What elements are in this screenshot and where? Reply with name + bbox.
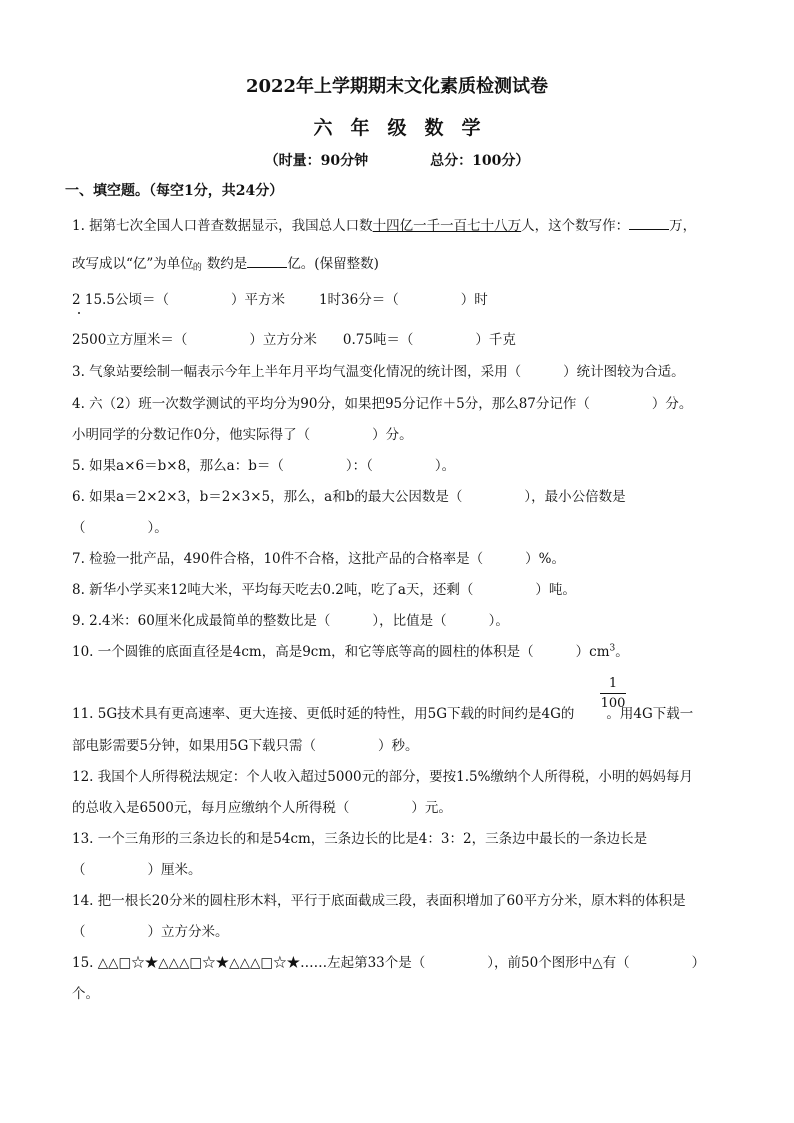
question-4-line-2: [72, 423, 413, 443]
q2-text-g: 0.75吨＝（: [342, 332, 414, 348]
answer-blank[interactable]: [629, 217, 669, 230]
q12-text-b: 的总收入是6500元，每月应缴纳个人所得税（: [72, 800, 350, 816]
q4-text-c: 小明同学的分数记作0分，他实际得了（: [72, 427, 311, 443]
q6-text-a: 6. 如果a＝2×2×3，b＝2×3×5，那么，a和b的最大公因数是（: [72, 489, 463, 505]
question-11-line-1: [72, 702, 693, 722]
question-1-line-2: [72, 252, 379, 272]
q11-text-b: 。用4G下载一: [606, 706, 694, 722]
q5-text-a: 5. 如果a×6＝b×8，那么a：b＝（: [72, 458, 284, 474]
q2-text-f: ）立方分米: [249, 332, 317, 348]
q13-text-a: 13. 一个三角形的三条边长的和是54cm，三条边长的比是4：3：2，三条边中最长的一条边长是: [72, 831, 648, 847]
q2-text-b: ）平方米: [230, 292, 285, 308]
question-7: [72, 547, 565, 567]
q11-text-c: 部电影需要5分钟，如果用5G下载只需（: [72, 738, 316, 754]
q13-text-b: （: [72, 862, 86, 878]
q10-text-a: 10. 一个圆锥的底面直径是4cm，高是9cm，和它等底等高的圆柱的体积是（: [72, 644, 534, 660]
q6-text-b: ），最小公倍数是: [524, 489, 626, 505]
exam-title: 2022年上学期期末文化素质检测试卷: [245, 76, 549, 97]
q1-underlined-number: 十四亿一千一百七十八万: [372, 218, 522, 234]
q3-text-b: ）统计图较为合适。: [563, 364, 685, 380]
exam-info: [0, 150, 794, 170]
q6-text-d: ）。: [147, 520, 168, 536]
q2-text-h: ）千克: [475, 332, 516, 348]
q8-text-a: 8. 新华小学买来12吨大米，平均每天吃去0.2吨，吃了a天，还剩（: [72, 582, 474, 598]
q3-text-a: 3. 气象站要绘制一幅表示今年上半年月平均气温变化情况的统计图，采用（: [72, 364, 522, 380]
q9-text-c: ）。: [488, 613, 509, 629]
question-15-line-1: [72, 951, 705, 971]
question-3: [72, 360, 685, 380]
q1-text-a: 1. 据第七次全国人口普查数据显示，我国总人口数: [72, 218, 373, 234]
question-6-line-2: [72, 516, 168, 536]
question-11-line-2: [72, 734, 418, 754]
q1-text-line2b: 数约是: [206, 256, 248, 272]
q15-text-b: ），前50个图形中△有（: [487, 955, 630, 971]
question-12-line-1: [72, 765, 693, 785]
fraction-numerator: 1: [608, 676, 618, 691]
q2-text-a: 2 15.5公顷＝（: [72, 292, 169, 308]
q4-text-b: ）分。: [651, 396, 693, 412]
q5-text-b: ）：（: [345, 458, 373, 474]
q1-text-line2c: 亿。(保留整数): [287, 256, 379, 272]
q9-text-a: 9. 2.4米：60厘米化成最简单的整数比是（: [72, 613, 331, 629]
q2-text-e: 2500立方厘米＝（: [72, 332, 188, 348]
q7-text-b: ）%。: [525, 551, 565, 567]
q15-text-d: 个。: [72, 986, 99, 1002]
question-13-line-1: [72, 827, 647, 847]
question-13-line-2: [72, 858, 202, 878]
question-9: [72, 609, 509, 629]
q1-small-char: 的: [192, 263, 202, 273]
fraction-bar: [600, 693, 626, 694]
q15-text-c: ）: [691, 955, 706, 971]
q10-text-b: ）cm: [575, 644, 610, 660]
q1-text-c: 万，: [669, 218, 697, 234]
q1-text-b: 人，这个数写作：: [521, 218, 630, 234]
q4-text-a: 4. 六（2）班一次数学测试的平均分为90分，如果把95分记作＋5分，那么87分记作（: [72, 396, 590, 412]
q2-text-c: 1时36分＝（: [318, 292, 399, 308]
question-6-line-1: [72, 485, 626, 505]
question-4-line-1: [72, 392, 692, 412]
q12-text-a: 12. 我国个人所得税法规定：个人收入超过5000元的部分，要按1.5%缴纳个人所得税，小明的妈妈每月: [72, 769, 693, 785]
question-2-line-2: [72, 328, 516, 348]
time-limit: （时量：90分钟: [264, 153, 369, 169]
total-score: 总分：100分）: [430, 153, 530, 169]
question-12-line-2: [72, 796, 452, 816]
section-heading: 一、填空题。（每空1分，共24分）: [65, 183, 284, 199]
q10-superscript: 3: [609, 643, 616, 654]
q14-text-a: 14. 把一根长20分米的圆柱形木料，平行于底面截成三段，表面积增加了60平方分米，原木料的体积是: [72, 893, 686, 909]
question-1-line-1: [72, 214, 696, 234]
question-14-line-2: [72, 920, 229, 940]
q12-text-c: ）元。: [411, 800, 452, 816]
q14-text-c: ）立方分米。: [147, 924, 229, 940]
q4-text-d: ）分。: [372, 427, 413, 443]
q11-text-a: 11. 5G技术具有更高速率、更大连接、更低时延的特性，用5G下载的时间约是4G的: [72, 706, 575, 722]
q13-text-c: ）厘米。: [147, 862, 202, 878]
q11-text-d: ）秒。: [377, 738, 419, 754]
stray-dot: [78, 312, 80, 314]
q1-text-line2a: 改写成以“亿”为单位: [72, 256, 194, 272]
q8-text-b: ）吨。: [535, 582, 576, 598]
question-2-line-1: [72, 288, 488, 308]
q6-text-c: （: [72, 520, 86, 536]
question-10: [72, 640, 629, 660]
q15-text-a: 15. △△□☆★△△△□☆★△△△□☆★……左起第33个是（: [72, 955, 426, 971]
question-14-line-1: [72, 889, 686, 909]
question-15-line-2: [72, 982, 99, 1002]
q14-text-b: （: [72, 924, 86, 940]
q7-text-a: 7. 检验一批产品，490件合格，10件不合格，这批产品的合格率是（: [72, 551, 484, 567]
q5-text-c: ）。: [434, 458, 456, 474]
question-8: [72, 578, 576, 598]
fraction-denominator: 100: [600, 696, 626, 711]
q10-text-c: 。: [615, 644, 629, 660]
q9-text-b: ），比值是（: [372, 613, 447, 629]
answer-blank[interactable]: [247, 255, 287, 268]
exam-subtitle: 六年级数学: [313, 117, 499, 139]
question-5: [72, 454, 455, 474]
q2-text-d: ）时: [460, 292, 488, 308]
